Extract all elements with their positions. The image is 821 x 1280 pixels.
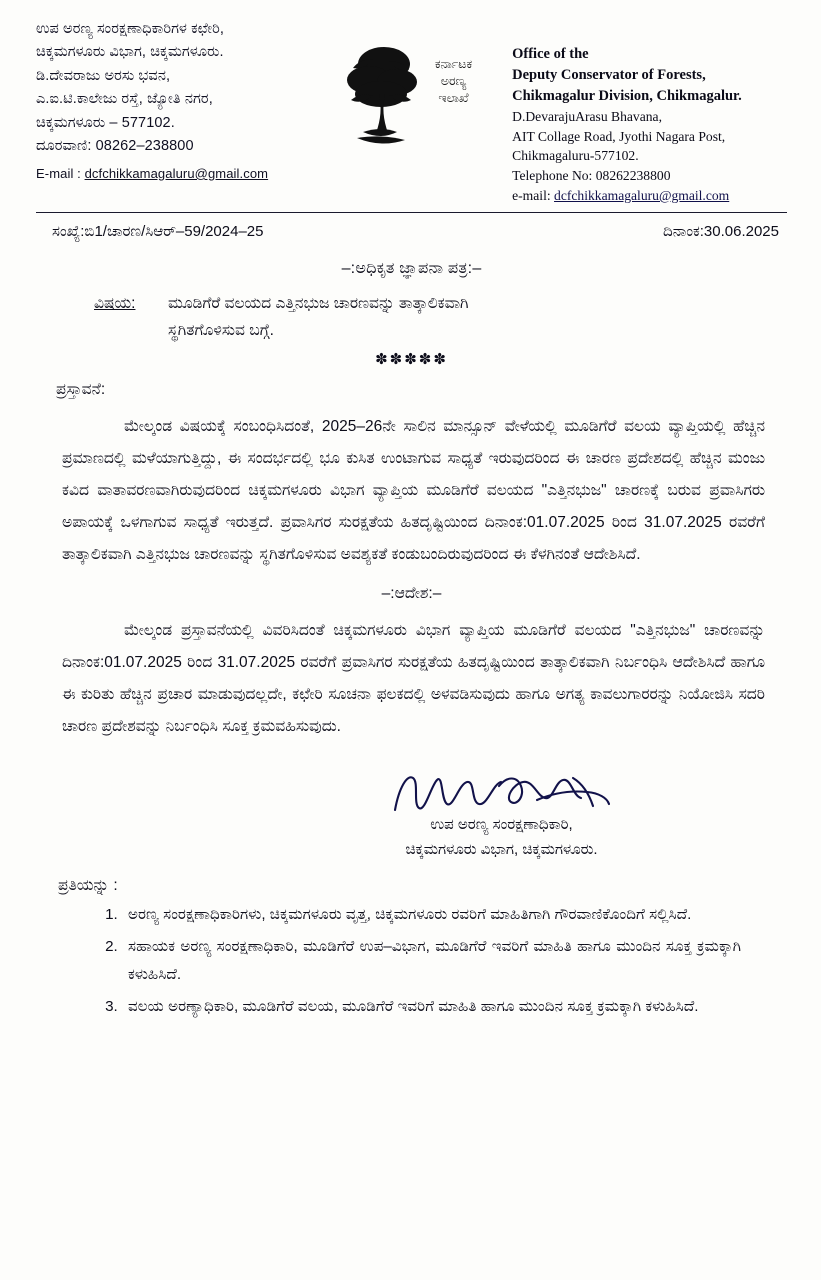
signatory-title: ಉಪ ಅರಣ್ಯ ಸಂರಕ್ಷಣಾಧಿಕಾರಿ, bbox=[430, 815, 573, 833]
office-email-label: e-mail: bbox=[512, 187, 551, 203]
copy-to-heading: ಪ್ರತಿಯನ್ನು : bbox=[58, 876, 118, 894]
office-telephone: Telephone No: 08262238800 bbox=[512, 168, 671, 184]
email-value[interactable]: dcfchikkamagaluru@gmail.com bbox=[84, 165, 269, 181]
office-title-1: Deputy Conservator of Forests, bbox=[512, 67, 706, 84]
letterhead bbox=[36, 18, 787, 206]
page-title: –:ಅಧಿಕೃತ ಜ್ಞಾಪನಾ ಪತ್ರ:– bbox=[341, 259, 482, 277]
signature-block bbox=[36, 770, 787, 863]
order-heading: –:ಆದೇಶ:– bbox=[381, 585, 442, 603]
subject-label: ವಿಷಯ: bbox=[94, 294, 136, 312]
list-item: 2. ಸಹಾಯಕ ಅರಣ್ಯ ಸಂರಕ್ಷಣಾಧಿಕಾರಿ, ಮೂಡಿಗೆರೆ ಉಪ–ವಿಭಾಗ, ಮೂಡಿಗೆರೆ ಇವರಿಗೆ ಮಾಹಿತಿ ಹಾಗೂ ಮುಂದಿನ ಸೂಕ್ತ ಕ್ರಮಕ್ಕಾಗಿ ಕಳುಹಿಸಿದೆ. bbox=[122, 933, 787, 989]
preamble-paragraph: ಮೇಲ್ಕಂಡ ವಿಷಯಕ್ಕೆ ಸಂಬಂಧಿಸಿದಂತೆ, 2025–26ನೇ ಸಾಲಿನ ಮಾನ್ಸೂನ್ ವೇಳೆಯಲ್ಲಿ ಮೂಡಿಗೆರೆ ವಲಯ ವ್ಯಾಪ್ತಿಯಲ್ಲಿ ಹೆಚ್ಚಿನ ಪ್ರಮಾಣದಲ್ಲಿ ಮಳೆಯಾಗುತ್ತಿದ್ದು, ಈ ಸಂದರ್ಭದಲ್ಲಿ ಭೂ ಕುಸಿತ ಉಂಟಾಗುವ ಸಾಧ್ಯತೆ ಇರುವುದರಿಂದ ಈ ಚಾರಣ ಪ್ರದೇಶದಲ್ಲಿ ಹೆಚ್ಚಿನ ಮಂಜು ಕವಿದ ವಾತಾವರಣವಾಗಿರುವುದರಿಂದ ಚಿಕ್ಕಮಗಳೂರು ವಿಭಾಗ ವ್ಯಾಪ್ತಿಯ ಮೂಡಿಗೆರೆ ವಲಯದ "ಎತ್ತಿನಭುಜ" ಚಾರಣಕ್ಕೆ ಬರುವ ಪ್ರವಾಸಿಗರು ಅಪಾಯಕ್ಕೆ ಒಳಗಾಗುವ ಸಾಧ್ಯತೆ ಇರುತ್ತದೆ. ಪ್ರವಾಸಿಗರ ಸುರಕ್ಷತೆಯ ಹಿತದೃಷ್ಟಿಯಿಂದ ದಿನಾಂಕ:01.07.2025 ರಿಂದ 31.07.2025 ರವರೆಗೆ ತಾತ್ಕಾಲಿಕವಾಗಿ ಎತ್ತಿನಭುಜ ಚಾರಣವನ್ನು ಸ್ಥಗಿತಗೊಳಿಸುವ ಅವಶ್ಯಕತೆ ಕಂಡುಬಂದಿರುವುದರಿಂದ ಈ ಕೆಳಗಿನಂತೆ ಆದೇಶಿಸಿದೆ. bbox=[62, 417, 766, 564]
subject-line-2: ಸ್ಥಗಿತಗೊಳಿಸುವ ಬಗ್ಗೆ. bbox=[168, 321, 274, 339]
address-line-3: ಡಿ.ದೇವರಾಜು ಅರಸು ಭವನ, bbox=[36, 67, 171, 84]
office-title-2: Chikmagalur Division, Chikmagalur. bbox=[512, 88, 742, 105]
office-email-value[interactable]: dcfchikkamagaluru@gmail.com bbox=[554, 187, 730, 203]
emblem-label: ಕರ್ನಾಟಕ ಅರಣ್ಯ ಇಲಾಖೆ bbox=[434, 57, 473, 105]
reference-number: ಸಂಖ್ಯೆ:ಬಿ1/ಚಾರಣ/ಸಿಆರ್–59/2024–25 bbox=[52, 222, 264, 240]
subject-text bbox=[168, 290, 787, 344]
list-item: 3. ವಲಯ ಅರಣ್ಯಾಧಿಕಾರಿ, ಮೂಡಿಗೆರೆ ವಲಯ, ಮೂಡಿಗೆರೆ ಇವರಿಗೆ ಮಾಹಿತಿ ಹಾಗೂ ಮುಂದಿನ ಸೂಕ್ತ ಕ್ರಮಕ್ಕಾಗಿ ಕಳುಹಿಸಿದೆ. bbox=[122, 993, 787, 1021]
address-line-2: ಚಿಕ್ಕಮಗಳೂರು ವಿಭಾಗ, ಚಿಕ್ಕಮಗಳೂರು. bbox=[36, 44, 224, 61]
office-of-the: Office of the bbox=[512, 46, 589, 62]
copy-to-list bbox=[36, 901, 787, 1022]
reference-line bbox=[36, 223, 787, 240]
office-address-1: D.DevarajuArasu Bhavana, bbox=[512, 109, 662, 125]
subject-line-1: ಮೂಡಿಗೆರೆ ವಲಯದ ಎತ್ತಿನಭುಜ ಚಾರಣವನ್ನು ತಾತ್ಕಾಲಿಕವಾಗಿ bbox=[168, 294, 469, 312]
handwritten-signature-icon bbox=[216, 770, 787, 816]
office-address-2: AIT Collage Road, Jyothi Nagara Post, bbox=[512, 128, 726, 144]
order-paragraph: ಮೇಲ್ಕಂಡ ಪ್ರಸ್ತಾವನೆಯಲ್ಲಿ ವಿವರಿಸಿದಂತೆ ಚಿಕ್ಕಮಗಳೂರು ವಿಭಾಗ ವ್ಯಾಪ್ತಿಯ ಮೂಡಿಗೆರೆ ವಲಯದ "ಎತ್ತಿನಭುಜ" ಚಾರಣವನ್ನು ದಿನಾಂಕ:01.07.2025 ರಿಂದ 31.07.2025 ರವರೆಗೆ ಪ್ರವಾಸಿಗರ ಸುರಕ್ಷತೆಯ ಹಿತದೃಷ್ಟಿಯಿಂದ ತಾತ್ಕಾಲಿಕವಾಗಿ ನಿರ್ಬಂಧಿಸಿ ಆದೇಶಿಸಿದೆ ಹಾಗೂ ಈ ಕುರಿತು ಹೆಚ್ಚಿನ ಪ್ರಚಾರ ಮಾಡುವುದಲ್ಲದೇ, ಕಛೇರಿ ಸೂಚನಾ ಫಲಕದಲ್ಲಿ ಅಳವಡಿಸುವುದು ಹಾಗೂ ಅಗತ್ಯ ಕಾವಲುಗಾರರನ್ನು ನಿಯೋಜಿಸಿ ಸದರಿ ಚಾರಣ ಪ್ರದೇಶವನ್ನು ನಿರ್ಬಂಧಿಸಿ ಸೂಕ್ತ ಕ್ರಮವಹಿಸುವುದು. bbox=[62, 622, 765, 736]
address-email bbox=[36, 161, 331, 184]
list-item: 1. ಅರಣ್ಯ ಸಂರಕ್ಷಣಾಧಿಕಾರಿಗಳು, ಚಿಕ್ಕಮಗಳೂರು ವೃತ್ತ, ಚಿಕ್ಕಮಗಳೂರು ರವರಿಗೆ ಮಾಹಿತಿಗಾಗಿ ಗೌರವಾಣಿಕೊಂದಿಗೆ ಸಲ್ಲಿಸಿದೆ. bbox=[122, 901, 787, 929]
ornament-divider: ✽✽✽✽✽ bbox=[375, 351, 448, 368]
address-line-5: ಚಿಕ್ಕಮಗಳೂರು – 577102. bbox=[36, 114, 175, 131]
office-address-3: Chikmagaluru-577102. bbox=[512, 148, 639, 164]
emblem-container bbox=[331, 18, 513, 154]
subject-block bbox=[36, 290, 787, 344]
letterhead-kannada-address bbox=[36, 18, 331, 184]
signatory-division: ಚಿಕ್ಕಮಗಳೂರು ವಿಭಾಗ, ಚಿಕ್ಕಮಗಳೂರು. bbox=[405, 841, 598, 859]
letterhead-english-address bbox=[512, 18, 787, 206]
reference-date: ದಿನಾಂಕ:30.06.2025 bbox=[663, 222, 779, 240]
office-email bbox=[512, 186, 787, 206]
address-line-1: ಉಪ ಅರಣ್ಯ ಸಂರಕ್ಷಣಾಧಿಕಾರಿಗಳ ಕಛೇರಿ, bbox=[36, 21, 224, 37]
preamble-heading: ಪ್ರಸ್ತಾವನೆ: bbox=[56, 380, 106, 398]
address-phone: ದೂರವಾಣಿ: 08262–238800 bbox=[36, 138, 194, 155]
email-label: E-mail : bbox=[36, 165, 81, 181]
karnataka-forest-emblem-icon bbox=[339, 34, 504, 154]
letterhead-divider bbox=[36, 212, 787, 213]
address-line-4: ಎ.ಐ.ಟಿ.ಕಾಲೇಜು ರಸ್ತೆ, ಜ್ಯೋತಿ ನಗರ, bbox=[36, 91, 213, 108]
